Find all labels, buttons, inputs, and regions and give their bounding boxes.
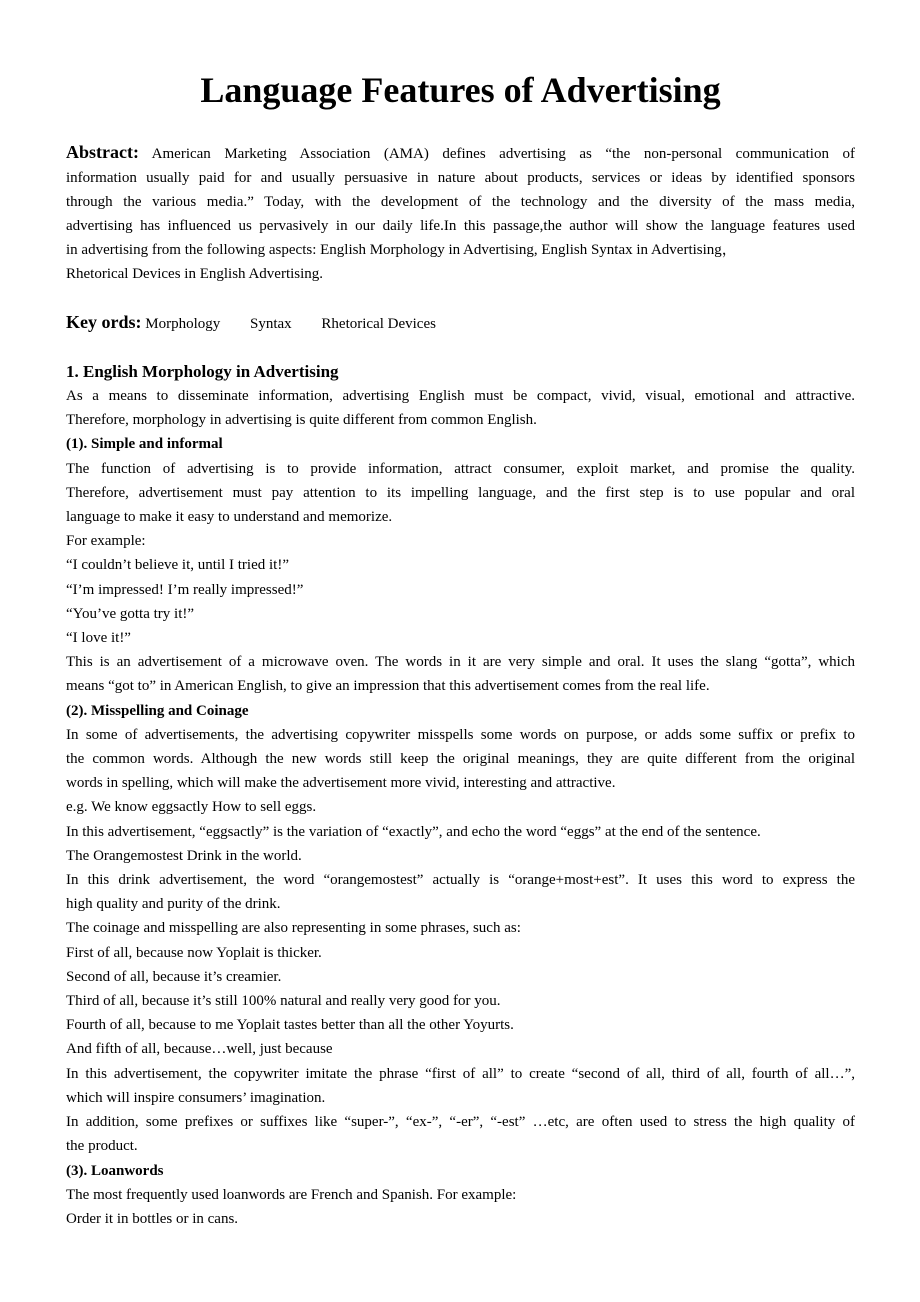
paragraph: In some of advertisements, the advertising copywriter misspells some words on purpose, or adds some suffix or prefix to the common words. Although the new words still keep the original meanings, they are quite different from the original words in spelling, which will make the advertisement more vivid, interesting and attractive. — [66, 726, 855, 792]
phrase-line: Fourth of all, because to me Yoplait tastes better than all the other Yoyurts. — [66, 1017, 514, 1034]
section-heading: 1. English Morphology in Advertising — [66, 362, 339, 381]
paragraph: The function of advertising is to provide information, attract consumer, exploit market, and promise the quality. Therefore, advertisement must pay attention to its impelling language, and the first step is to use popular and oral language to make it easy to understand and memorize. — [66, 460, 855, 526]
example-quote: “I love it!” — [66, 630, 131, 647]
paragraph: The most frequently used loanwords are French and Spanish. For example: — [66, 1186, 517, 1203]
example-line: The Orangemostest Drink in the world. — [66, 847, 302, 864]
subsection-heading: (1). Simple and informal — [66, 436, 223, 453]
abstract-line: information usually paid for and usually persuasive in nature about products, services or ideas by identified sponsors — [66, 170, 855, 186]
phrase-line: First of all, because now Yoplait is thicker. — [66, 944, 322, 961]
paragraph: In this advertisement, the copywriter imitate the phrase “first of all” to create “second of all, third of all, fourth of all…”, which will inspire consumers’ imagination. — [66, 1065, 855, 1106]
example-label: For example: — [66, 533, 146, 550]
phrase-line: And fifth of all, because…well, just because — [66, 1041, 333, 1058]
document-page — [66, 0, 855, 1231]
phrase-line: Second of all, because it’s creamier. — [66, 968, 282, 985]
example-quote: “I’m impressed! I’m really impressed!” — [66, 581, 304, 598]
keyword: Rhetorical Devices — [321, 316, 436, 332]
example-quote: “I couldn’t believe it, until I tried it!” — [66, 557, 289, 574]
example-line: e.g. We know eggsactly How to sell eggs. — [66, 799, 317, 816]
example-line: Order it in bottles or in cans. — [66, 1210, 239, 1227]
keywords-label: Key ords: — [66, 312, 142, 332]
page-title: Language Features of Advertising — [200, 70, 721, 110]
subsection-heading: (3). Loanwords — [66, 1162, 164, 1179]
example-explain: In this advertisement, “eggsactly” is the variation of “exactly”, and echo the word “eggs” at the end of the sentence. — [66, 823, 761, 840]
keyword: Syntax — [250, 316, 292, 332]
phrases-intro: The coinage and misspelling are also representing in some phrases, such as: — [66, 920, 521, 937]
paragraph: In addition, some prefixes or suffixes like “super-”, “ex-”, “-er”, “-est” …etc, are often used to stress the high quality of the product. — [66, 1114, 855, 1155]
abstract-line: in advertising from the following aspects: English Morphology in Advertising, English Syntax in Advertising， — [66, 242, 737, 258]
example-quote: “You’ve gotta try it!” — [66, 605, 195, 622]
paragraph: This is an advertisement of a microwave oven. The words in it are very simple and oral. It uses the slang “gotta”, which means “got to” in American English, to give an impression that this advertisement comes from the real life. — [66, 654, 855, 695]
paragraph: In this drink advertisement, the word “orangemostest” actually is “orange+most+est”. It uses this word to express the high quality and purity of the drink. — [66, 872, 855, 913]
phrase-line: Third of all, because it’s still 100% natural and really very good for you. — [66, 993, 501, 1010]
section-intro: As a means to disseminate information, advertising English must be compact, vivid, visual, emotional and attractive. Therefore, morphology in advertising is quite different from common English. — [66, 388, 855, 429]
abstract-line: Abstract: American Marketing Association (AMA) defines advertising as “the non-personal communication of — [66, 142, 855, 162]
abstract-label: Abstract: — [66, 142, 139, 162]
abstract-line: Rhetorical Devices in English Advertising. — [66, 266, 324, 282]
keyword: Morphology — [145, 316, 221, 332]
abstract — [66, 140, 855, 286]
keywords — [66, 310, 855, 336]
subsection-heading: (2). Misspelling and Coinage — [66, 702, 249, 719]
abstract-line: through the various media.” Today, with the development of the technology and the diversity of the mass media, — [66, 194, 855, 210]
abstract-line: advertising has influenced us pervasively in our daily life.In this passage,the author will show the language features used — [66, 218, 855, 234]
